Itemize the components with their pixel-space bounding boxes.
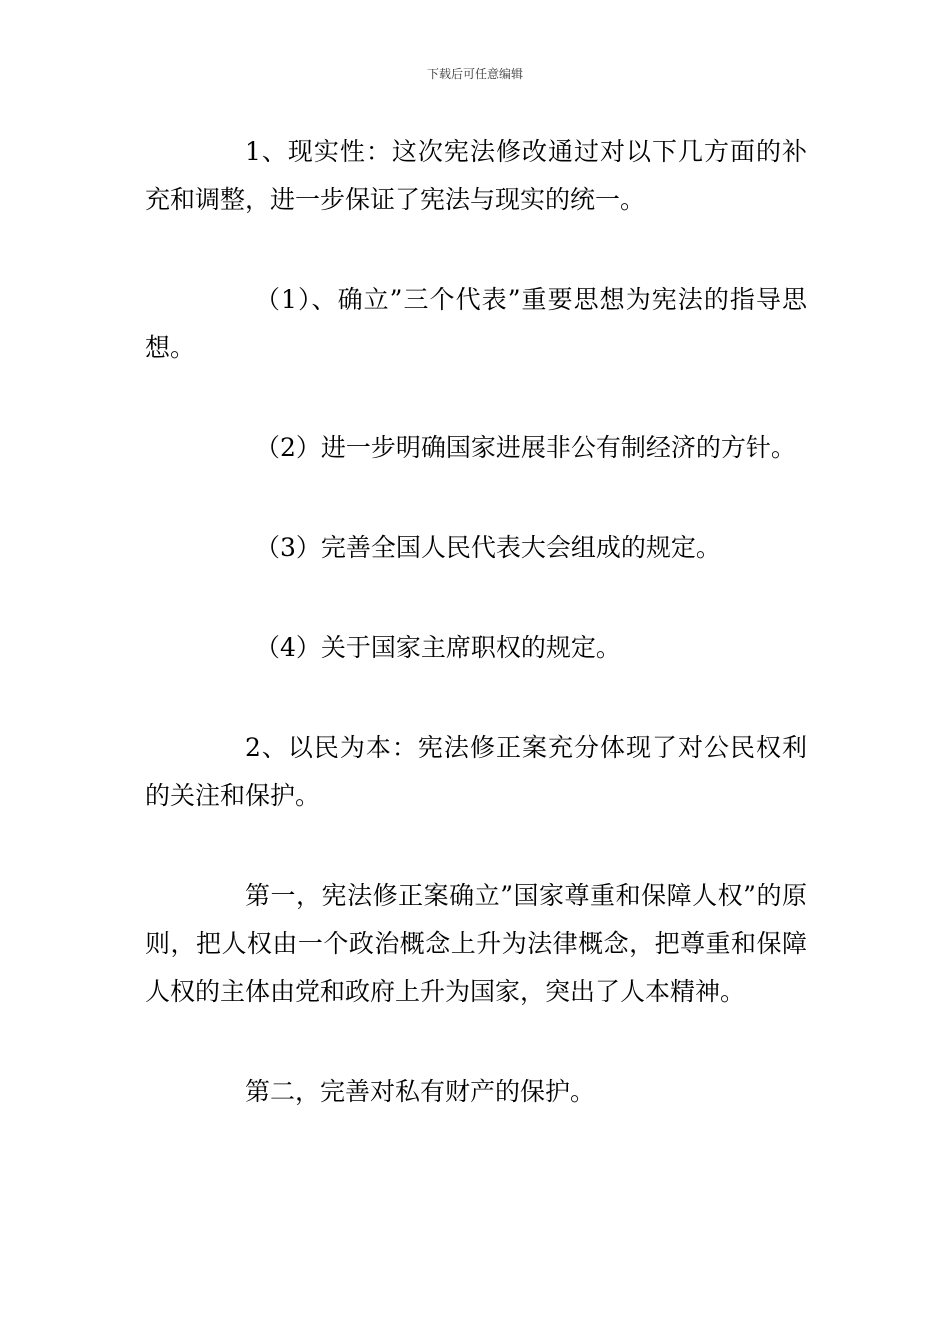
paragraph-people-oriented: 2、以民为本：宪法修正案充分体现了对公民权利的关注和保护。 [145,733,807,810]
paragraph-first: 第一，宪法修正案确立”国家尊重和保障人权”的原则，把人权由一个政治概念上升为法律概念，把尊重和保障人权的主体由党和政府上升为国家，突出了人本精神。 [145,881,807,1006]
paragraph-second: 第二，完善对私有财产的保护。 [245,1077,596,1106]
paragraph-item-1: （1）、确立”三个代表”重要思想为宪法的指导思想。 [145,285,807,362]
paragraph-item-3: （3）完善全国人民代表大会组成的规定。 [255,533,721,562]
page-header: 下载后可任意编辑 [426,67,523,81]
paragraph-item-4: （4）关于国家主席职权的规定。 [255,633,621,662]
paragraph-realism: 1、现实性：这次宪法修改通过对以下几方面的补充和调整，进一步保证了宪法与现实的统一。 [145,137,807,214]
document-body [145,128,807,1168]
paragraph-item-2: （2）进一步明确国家进展非公有制经济的方针。 [255,433,796,462]
